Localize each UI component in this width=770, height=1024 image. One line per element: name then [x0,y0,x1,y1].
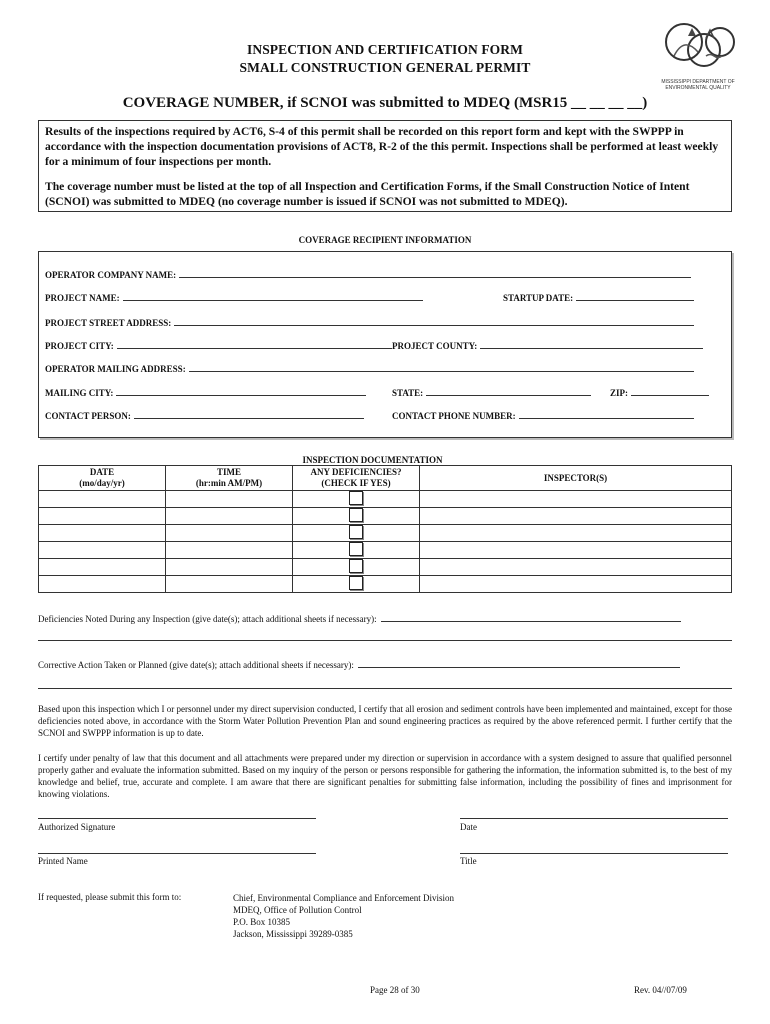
deficiency-checkbox[interactable] [349,525,363,539]
certification-paragraph-2: I certify under penalty of law that this document and all attachments were prepared under my direction or supervision in accordance with a system designed to assure that qualified personnel properly gather and evaluate the information submitted. Based on my inquiry of the person or persons responsible for gathering the information, the information submitted is, to the best of my knowledge and belief, true, accurate and complete. I am aware that there are significant penalties for submitting false information, including the possibility of fines and imprisonment for knowing violations. [38,753,732,799]
authorized-signature-label: Authorized Signature [38,822,116,832]
printed-name-label: Printed Name [38,856,88,866]
table-row [39,508,732,525]
deficiency-cell [293,542,420,559]
revision-date: Rev. 04//07/09 [634,985,687,995]
col-inspectors: INSPECTOR(S) [420,466,732,491]
form-subtitle: SMALL CONSTRUCTION GENERAL PERMIT [239,60,531,75]
deficiency-cell [293,576,420,593]
inspector-cell[interactable] [420,508,732,525]
instructions-paragraph-2: The coverage number must be listed at the top of all Inspection and Certification Forms, if the Small Construction Notice of Intent (SCNOI) was submitted to MDEQ (no coverage number is issued if SCNOI was not submitted to MDEQ). [45,180,690,208]
title-label: Title [460,856,477,866]
col-time: TIME (hr:min AM/PM) [166,466,293,491]
project-county-field[interactable]: PROJECT COUNTY: [392,339,703,351]
inspection-heading: INSPECTION DOCUMENTATION [302,455,443,465]
col-deficiencies: ANY DEFICIENCIES? (CHECK IF YES) [293,466,420,491]
authorized-signature-line[interactable] [38,818,316,819]
inspector-cell[interactable] [420,576,732,593]
deficiency-checkbox[interactable] [349,508,363,522]
project-street-field[interactable]: PROJECT STREET ADDRESS: [45,316,694,328]
form-title: INSPECTION AND CERTIFICATION FORM [247,42,523,57]
col-date: DATE (mo/day/yr) [39,466,166,491]
deficiency-checkbox[interactable] [349,491,363,505]
contact-person-field[interactable]: CONTACT PERSON: [45,409,364,421]
deficiency-checkbox[interactable] [349,576,363,590]
instructions-box [38,120,732,212]
corrective-line-2[interactable] [38,688,732,689]
operator-mailing-field[interactable]: OPERATOR MAILING ADDRESS: [45,362,694,374]
inspection-table [38,465,732,593]
mailing-city-field[interactable]: MAILING CITY: [45,386,366,398]
date-label: Date [460,822,477,832]
table-row [39,491,732,508]
submit-address: Chief, Environmental Compliance and Enforcement Division MDEQ, Office of Pollution Control P.O. Box 10385 Jackson, Mississippi 39289-0385 [233,893,454,939]
logo-text: MISSISSIPPI DEPARTMENT OF ENVIRONMENTAL QUALITY [661,79,735,91]
project-name-field[interactable]: PROJECT NAME: [45,291,423,303]
corrective-action-field[interactable]: Corrective Action Taken or Planned (give date(s); attach additional sheets if necessary): [38,658,680,670]
date-cell[interactable] [39,525,166,542]
deficiency-cell [293,508,420,525]
certification-paragraph-1: Based upon this inspection which I or personnel under my direct supervision conducted, I certify that all erosion and sediment controls have been implemented and maintained, except for those deficiencies noted above, in accordance with the Storm Water Pollution Prevention Plan and sound engineering practices as required by the above referenced permit. I further certify that the SCNOI and SWPPP information is up to date. [38,704,732,738]
table-row [39,576,732,593]
time-cell[interactable] [166,508,293,525]
inspector-cell[interactable] [420,542,732,559]
deficiencies-field[interactable]: Deficiencies Noted During any Inspection (give date(s); attach additional sheets if necessary): [38,612,681,624]
project-city-field[interactable]: PROJECT CITY: [45,339,392,351]
coverage-number-line: COVERAGE NUMBER, if SCNOI was submitted to MDEQ (MSR15 __ __ __ __) [122,95,648,111]
time-cell[interactable] [166,576,293,593]
instructions-paragraph-1: Results of the inspections required by ACT6, S-4 of this permit shall be recorded on this report form and kept with the SWPPP in accordance with the inspection documentation provisions of ACT8, R-2 of the this permit. Inspections shall be performed at least weekly for a minimum of four inspections per month. [45,125,719,168]
operator-company-field[interactable]: OPERATOR COMPANY NAME: [45,268,691,280]
printed-name-line[interactable] [38,853,316,854]
date-cell[interactable] [39,559,166,576]
time-cell[interactable] [166,491,293,508]
date-line[interactable] [460,818,728,819]
deficiency-checkbox[interactable] [349,559,363,573]
startup-date-field[interactable]: STARTUP DATE: [503,291,694,303]
title-line[interactable] [460,853,728,854]
date-cell[interactable] [39,491,166,508]
deficiency-cell [293,491,420,508]
date-cell[interactable] [39,542,166,559]
page-number: Page 28 of 30 [370,985,420,995]
deficiency-cell [293,525,420,542]
table-row [39,559,732,576]
recipient-heading: COVERAGE RECIPIENT INFORMATION [298,235,472,245]
submit-label: If requested, please submit this form to: [38,892,182,902]
contact-phone-field[interactable]: CONTACT PHONE NUMBER: [392,409,694,421]
mdeq-logo [658,16,738,91]
deficiency-cell [293,559,420,576]
time-cell[interactable] [166,525,293,542]
time-cell[interactable] [166,542,293,559]
time-cell[interactable] [166,559,293,576]
table-row [39,542,732,559]
table-row [39,525,732,542]
zip-field[interactable]: ZIP: [610,386,709,398]
deficiencies-line-2[interactable] [38,640,732,641]
date-cell[interactable] [39,576,166,593]
date-cell[interactable] [39,508,166,525]
inspection-table-header [39,466,732,491]
deficiency-checkbox[interactable] [349,542,363,556]
state-field[interactable]: STATE: [392,386,591,398]
inspector-cell[interactable] [420,525,732,542]
inspector-cell[interactable] [420,559,732,576]
inspector-cell[interactable] [420,491,732,508]
